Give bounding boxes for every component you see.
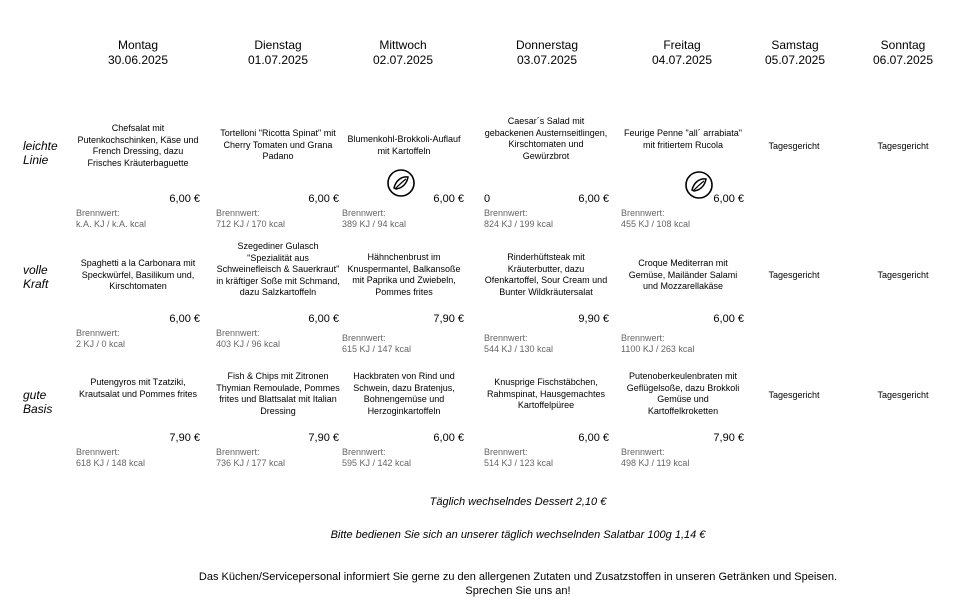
dish-friday-volle: Croque Mediterran mit Gemüse, Mailänder Salami und Mozzarellakäse xyxy=(628,258,738,291)
price-thursday-gute: 6,00 € xyxy=(578,432,609,444)
price-thursday-volle: 9,90 € xyxy=(578,313,609,325)
tagesgericht-saturday-leichte: Tagesgericht xyxy=(768,141,820,151)
dessert-note: Täglich wechselndes Dessert 2,10 € xyxy=(429,496,607,508)
energy-wednesday-leichte: Brennwert: 389 KJ / 94 kcal xyxy=(342,208,407,229)
price-tuesday-gute: 7,90 € xyxy=(308,432,339,444)
dish-tuesday-leichte: Tortelloni "Ricotta Spinat" mit Cherry Tomaten und Grana Padano xyxy=(220,128,336,161)
day-header-friday: Freitag 04.07.2025 xyxy=(651,38,713,67)
price-friday-volle: 6,00 € xyxy=(713,313,744,325)
energy-friday-leichte: Brennwert: 455 KJ / 108 kcal xyxy=(621,208,691,229)
day-header-monday: Montag 30.06.2025 xyxy=(107,38,169,67)
line-label-gute: gute Basis xyxy=(23,388,53,416)
dish-monday-leichte: Chefsalat mit Putenkochschinken, Käse und French Dressing, dazu Frisches Kräuterbaguette xyxy=(77,123,199,168)
dish-wednesday-leichte: Blumenkohl-Brokkoli-Auflauf mit Kartoffeln xyxy=(347,134,461,156)
energy-thursday-leichte: Brennwert: 824 KJ / 199 kcal xyxy=(484,208,554,229)
energy-friday-volle: Brennwert: 1100 KJ / 263 kcal xyxy=(621,333,695,354)
price-tuesday-volle: 6,00 € xyxy=(308,313,339,325)
extra-thursday-leichte: 0 xyxy=(484,193,491,205)
price-friday-gute: 7,90 € xyxy=(713,432,744,444)
dish-thursday-volle: Rinderhüftsteak mit Kräuterbutter, dazu Ofenkartoffel, Sour Cream und Bunter Wildkräutersalat xyxy=(484,252,608,297)
energy-thursday-volle: Brennwert: 544 KJ / 130 kcal xyxy=(484,333,554,354)
tagesgericht-sunday-gute: Tagesgericht xyxy=(877,390,929,400)
dish-wednesday-volle: Hähnchenbrust im Knuspermantel, Balkansoße mit Paprika und Zwiebeln, Pommes frites xyxy=(347,252,461,297)
tagesgericht-saturday-gute: Tagesgericht xyxy=(768,390,820,400)
energy-wednesday-volle: Brennwert: 615 KJ / 147 kcal xyxy=(342,333,412,354)
dish-monday-volle: Spaghetti a la Carbonara mit Speckwürfel, Basilikum und, Kirschtomaten xyxy=(80,258,196,291)
energy-wednesday-gute: Brennwert: 595 KJ / 142 kcal xyxy=(342,447,412,468)
energy-tuesday-gute: Brennwert: 736 KJ / 177 kcal xyxy=(216,447,286,468)
energy-monday-gute: Brennwert: 618 KJ / 148 kcal xyxy=(76,447,146,468)
price-monday-gute: 7,90 € xyxy=(169,432,200,444)
tagesgericht-saturday-volle: Tagesgericht xyxy=(768,270,820,280)
dish-thursday-leichte: Caesar´s Salad mit gebackenen Austernseitlingen, Kirschtomaten und Gewürzbrot xyxy=(484,116,608,161)
energy-monday-leichte: Brennwert: k.A. KJ / k.A. kcal xyxy=(76,208,147,229)
price-thursday-leichte: 6,00 € xyxy=(578,193,609,205)
day-header-saturday: Samstag 05.07.2025 xyxy=(764,38,826,67)
energy-tuesday-leichte: Brennwert: 712 KJ / 170 kcal xyxy=(216,208,286,229)
day-header-thursday: Donnerstag 03.07.2025 xyxy=(515,38,579,67)
energy-monday-volle: Brennwert: 2 KJ / 0 kcal xyxy=(76,328,126,349)
tagesgericht-sunday-volle: Tagesgericht xyxy=(877,270,929,280)
dish-tuesday-volle: Szegediner Gulasch "Spezialität aus Schweinefleisch & Sauerkraut" in kräftiger Soße mit Schmand, dazu Salzkartoffeln xyxy=(216,241,340,297)
dish-friday-leichte: Feurige Penne "all´ arrabiata" mit fritiertem Rucola xyxy=(624,128,742,150)
price-monday-volle: 6,00 € xyxy=(169,313,200,325)
price-wednesday-leichte: 6,00 € xyxy=(433,193,464,205)
energy-thursday-gute: Brennwert: 514 KJ / 123 kcal xyxy=(484,447,554,468)
day-header-tuesday: Dienstag 01.07.2025 xyxy=(247,38,309,67)
dish-wednesday-gute: Hackbraten von Rind und Schwein, dazu Bratenjus, Bohnengemüse und Herzoginkartoffeln xyxy=(353,371,455,416)
price-wednesday-volle: 7,90 € xyxy=(433,313,464,325)
price-monday-leichte: 6,00 € xyxy=(169,193,200,205)
tagesgericht-sunday-leichte: Tagesgericht xyxy=(877,141,929,151)
price-tuesday-leichte: 6,00 € xyxy=(308,193,339,205)
dish-friday-gute: Putenoberkeulenbraten mit Geflügelsoße, dazu Brokkoli Gemüse und Kartoffelkroketten xyxy=(626,371,740,416)
day-header-wednesday: Mittwoch 02.07.2025 xyxy=(372,38,434,67)
energy-tuesday-volle: Brennwert: 403 KJ / 96 kcal xyxy=(216,328,281,349)
price-friday-leichte: 6,00 € xyxy=(713,193,744,205)
allergen-note: Das Küchen/Servicepersonal informiert Sie gerne zu den allergenen Zutaten und Zusatzstoffen in unseren Getränken und Speisen. Sprechen Sie uns an! xyxy=(198,571,838,597)
line-label-leichte: leichte Linie xyxy=(23,139,58,167)
price-wednesday-gute: 6,00 € xyxy=(433,432,464,444)
energy-friday-gute: Brennwert: 498 KJ / 119 kcal xyxy=(621,447,690,468)
line-label-volle: volle Kraft xyxy=(23,263,49,291)
dish-thursday-gute: Knusprige Fischstäbchen, Rahmspinat, Hausgemachtes Kartoffelpüree xyxy=(486,377,606,410)
dish-tuesday-gute: Fish & Chips mit Zitronen Thymian Remoulade, Pommes frites und Blattsalat mit Italian Dressing xyxy=(216,371,340,416)
salad-bar-note: Bitte bedienen Sie sich an unserer täglich wechselnden Salatbar 100g 1,14 € xyxy=(330,529,706,541)
day-header-sunday: Sonntag 06.07.2025 xyxy=(872,38,934,67)
dish-monday-gute: Putengyros mit Tzatziki, Krautsalat und Pommes frites xyxy=(78,377,198,399)
